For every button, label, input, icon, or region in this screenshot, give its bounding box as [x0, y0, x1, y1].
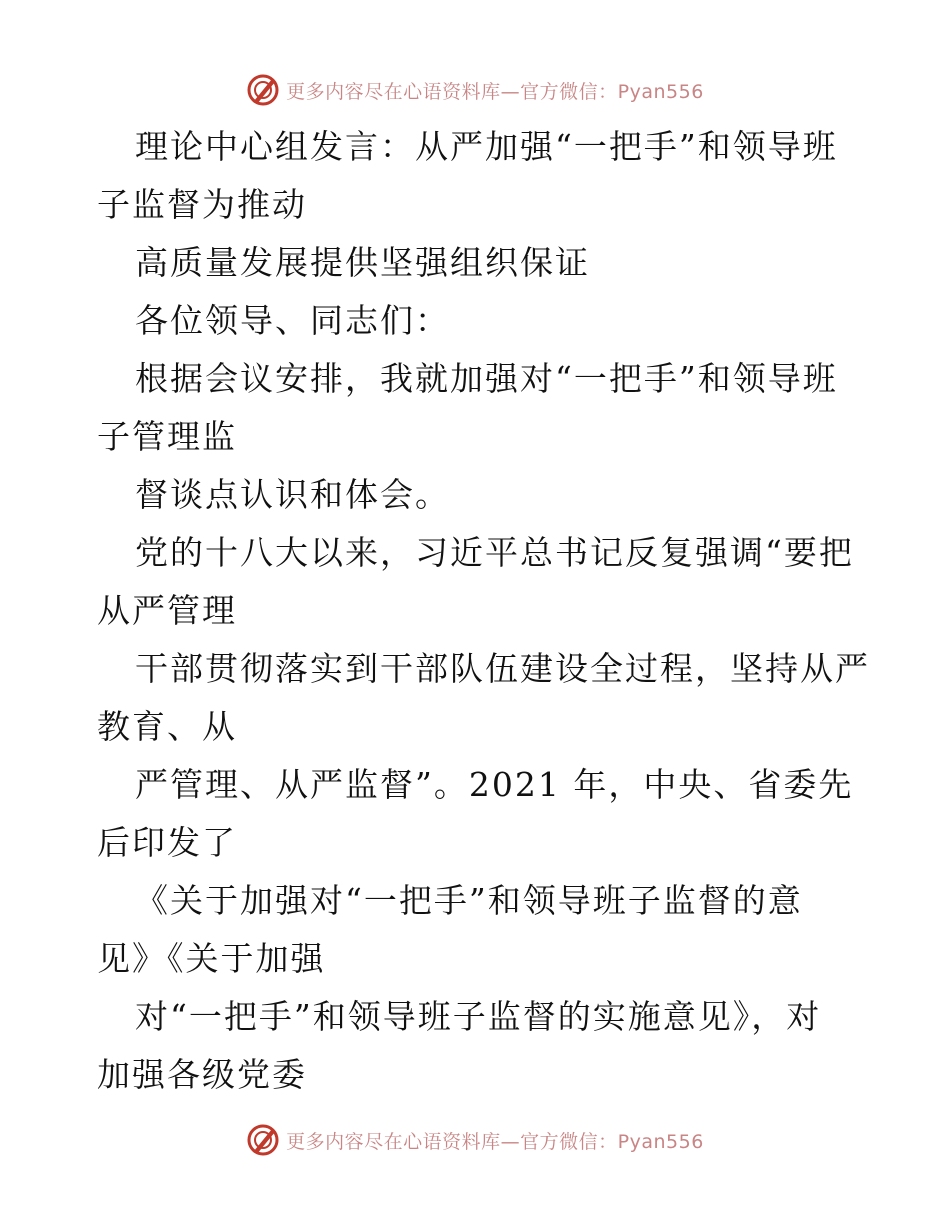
text-line: 理论中心组发言：从严加强“一把手”和领导班	[135, 127, 838, 166]
text-line: 子监督为推动	[97, 185, 307, 224]
pen-circle-logo-icon	[246, 73, 280, 107]
text-line: 后印发了	[97, 823, 237, 862]
text-line: 干部贯彻落实到干部队伍建设全过程，坚持从严	[135, 649, 870, 688]
text-line: 从严管理	[97, 591, 237, 630]
text-line: 各位领导、同志们：	[135, 301, 450, 340]
text-line: 子管理监	[97, 417, 237, 456]
text-line: 根据会议安排，我就加强对“一把手”和领导班	[135, 359, 838, 398]
text-line: 党的十八大以来，习近平总书记反复强调“要把	[135, 533, 854, 572]
watermark-text: 更多内容尽在心语资料库—官方微信：Pyan556	[286, 1130, 704, 1153]
text-line: 教育、从	[97, 707, 237, 746]
text-line: 严管理、从严监督”。2021 年，中央、省委先	[135, 765, 854, 804]
watermark-footer	[0, 1120, 950, 1160]
text-line: 督谈点认识和体会。	[135, 475, 450, 514]
text-line: 对“一把手”和领导班子监督的实施意见》，对	[135, 997, 822, 1036]
pen-circle-logo-icon	[246, 1123, 280, 1157]
text-line: 高质量发展提供坚强组织保证	[135, 243, 590, 282]
text-line: 《关于加强对“一把手”和领导班子监督的意	[135, 881, 803, 920]
watermark-text: 更多内容尽在心语资料库—官方微信：Pyan556	[286, 80, 704, 103]
text-line: 加强各级党委	[97, 1055, 307, 1094]
document-body	[97, 118, 870, 1104]
watermark-header	[0, 70, 950, 110]
text-line: 见》《关于加强	[97, 939, 326, 978]
